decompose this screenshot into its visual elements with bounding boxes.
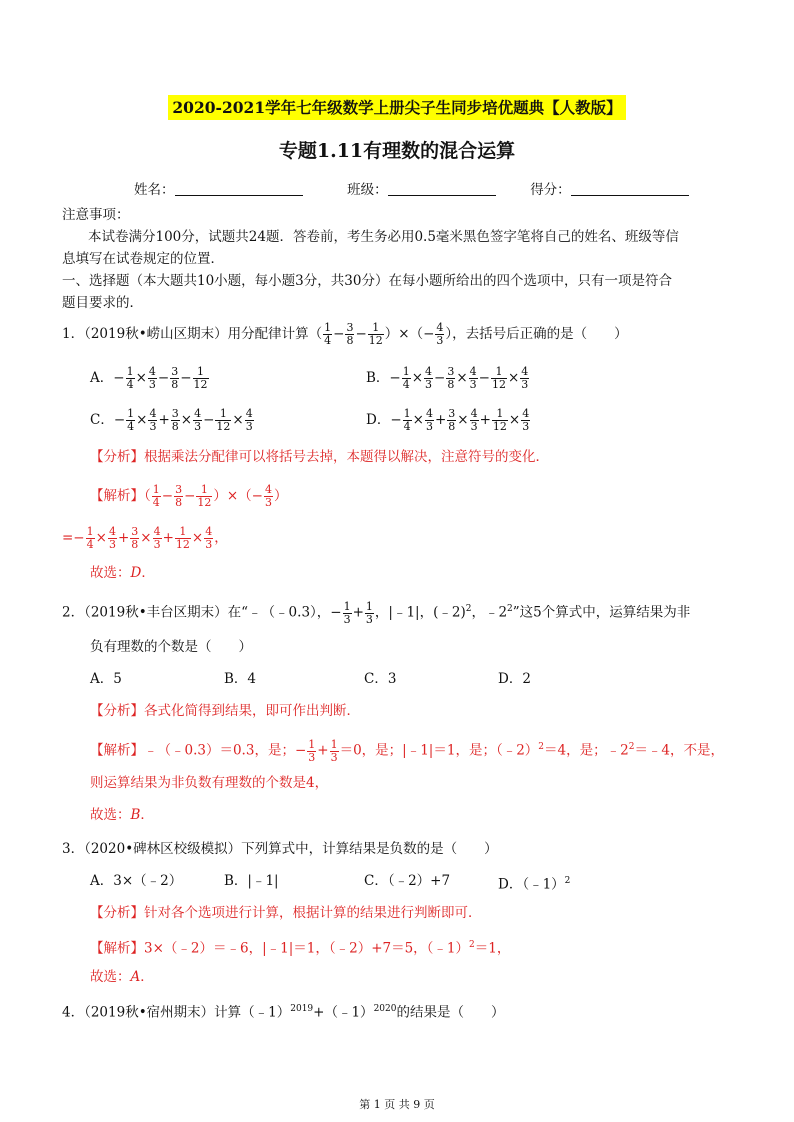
q2-stem-line-2: 负有理数的个数是（ ） — [90, 639, 252, 655]
score-field[interactable] — [571, 181, 689, 196]
q2-option-c[interactable]: C．3 — [364, 671, 397, 687]
q2-solution-line-2: 则运算结果为非负数有理数的个数是4， — [90, 775, 329, 791]
q1-answer: 故选：D． — [90, 565, 155, 581]
q3-option-b[interactable]: B．|﹣1| — [224, 873, 279, 889]
student-info-line — [134, 178, 689, 198]
q1-option-c[interactable]: C．− $\frac{1}{4}$ × $\frac{4}{3}$ + $\frac{3}{8}$ × $\frac{4}{3}$ − $\frac{1}{12}$ × $\frac{4}{3}$ — [90, 407, 253, 433]
class-label: 班级： — [347, 182, 388, 198]
section-line-1: 一、选择题（本大题共10小题，每小题3分，共30分）在每小题所给出的四个选项中，只有一项是符合 — [62, 273, 672, 289]
q3-option-a[interactable]: A．3×（﹣2） — [90, 873, 183, 889]
q1-stem: 1．（2019秋•崂山区期末）用分配律计算（ $\frac{1}{4}$ − $\frac{3}{8}$ − $\frac{1}{12}$ ）×（− $\frac{4}{3}$ ），去括号后正确的是（ ） — [62, 321, 628, 347]
notice-heading: 注意事项： — [62, 207, 130, 223]
notice-line-2: 息填写在试卷规定的位置． — [62, 251, 224, 267]
section-line-2: 题目要求的． — [62, 295, 143, 311]
banner — [0, 96, 794, 118]
name-label: 姓名： — [134, 182, 175, 198]
q2-stem: 2．（2019秋•丰台区期末）在“﹣（﹣0.3），− $\frac{1}{3}$ + $\frac{1}{3}$ ，|﹣1|，(﹣2)$^2$，$﹣2^2$”这5个算式中，运算结果为非 — [62, 599, 691, 626]
q1-option-b[interactable]: B．− $\frac{1}{4}$ × $\frac{4}{3}$ − $\frac{3}{8}$ × $\frac{4}{3}$ − $\frac{1}{12}$ × $\frac{4}{3}$ — [366, 365, 529, 391]
q1-option-a[interactable]: A．− $\frac{1}{4}$ × $\frac{4}{3}$ − $\frac{3}{8}$ − $\frac{1}{12}$ — [90, 365, 208, 391]
q2-analysis: 【分析】各式化简得到结果，即可作出判断． — [90, 703, 360, 719]
q2-option-d[interactable]: D．2 — [498, 671, 531, 687]
q2-option-b[interactable]: B．4 — [224, 671, 257, 687]
page-title: 专题1.11有理数的混合运算 — [278, 140, 516, 162]
q1-solution-step: =− $\frac{1}{4}$ × $\frac{4}{3}$ + $\frac{3}{8}$ × $\frac{4}{3}$ + $\frac{1}{12}$ × $\frac{4}{3}$ ， — [62, 525, 228, 551]
class-field[interactable] — [388, 181, 496, 196]
name-field[interactable] — [175, 181, 303, 196]
q3-option-c[interactable]: C．（﹣2）+7 — [364, 873, 451, 889]
q2-answer: 故选：B． — [90, 807, 154, 823]
q3-stem: 3．（2020•碑林区校级模拟）下列算式中，计算结果是负数的是（ ） — [62, 841, 498, 857]
q3-solution: 【解析】3×（﹣2）＝﹣6，|﹣1|＝1，（﹣2）+7＝5，（﹣1）$^2$＝1， — [90, 940, 511, 957]
q1-option-d[interactable]: D．− $\frac{1}{4}$ × $\frac{4}{3}$ + $\frac{3}{8}$ × $\frac{4}{3}$ + $\frac{1}{12}$ × $\frac{4}{3}$ — [366, 407, 530, 433]
notice-line-1: 本试卷满分100分，试题共24题．答卷前，考生务必用0.5毫米黑色签字笔将自己的姓名、班级等信 — [88, 229, 679, 245]
q2-option-a[interactable]: A．5 — [90, 671, 122, 687]
q1-solution: 【解析】（ $\frac{1}{4}$ − $\frac{3}{8}$ − $\frac{1}{12}$ ）×（− $\frac{4}{3}$ ） — [90, 483, 288, 509]
banner-text: 2020-2021学年七年级数学上册尖子生同步培优题典【人教版】 — [168, 95, 625, 120]
score-label: 得分： — [530, 182, 571, 198]
page-footer: 第 1 页 共 9 页 — [359, 1098, 435, 1111]
q3-option-d[interactable]: D．（﹣1）$^2$ — [498, 876, 571, 893]
q3-analysis: 【分析】针对各个选项进行计算，根据计算的结果进行判断即可． — [90, 905, 482, 921]
q3-answer: 故选：A． — [90, 969, 154, 985]
q1-analysis: 【分析】根据乘法分配律可以将括号去掉，本题得以解决，注意符号的变化． — [90, 449, 549, 465]
q2-solution: 【解析】﹣（﹣0.3）＝0.3，是；− $\frac{1}{3}$ + $\frac{1}{3}$ ＝0，是；|﹣1|＝1，是；（﹣2）$^2$＝4，是；$﹣2^2=﹣4$，不是， — [90, 737, 725, 764]
q4-stem: 4．（2019秋•宿州期末）计算（﹣1）$^{2019}$+（﹣1）$^{2020}$的结果是（ ） — [62, 1004, 505, 1021]
